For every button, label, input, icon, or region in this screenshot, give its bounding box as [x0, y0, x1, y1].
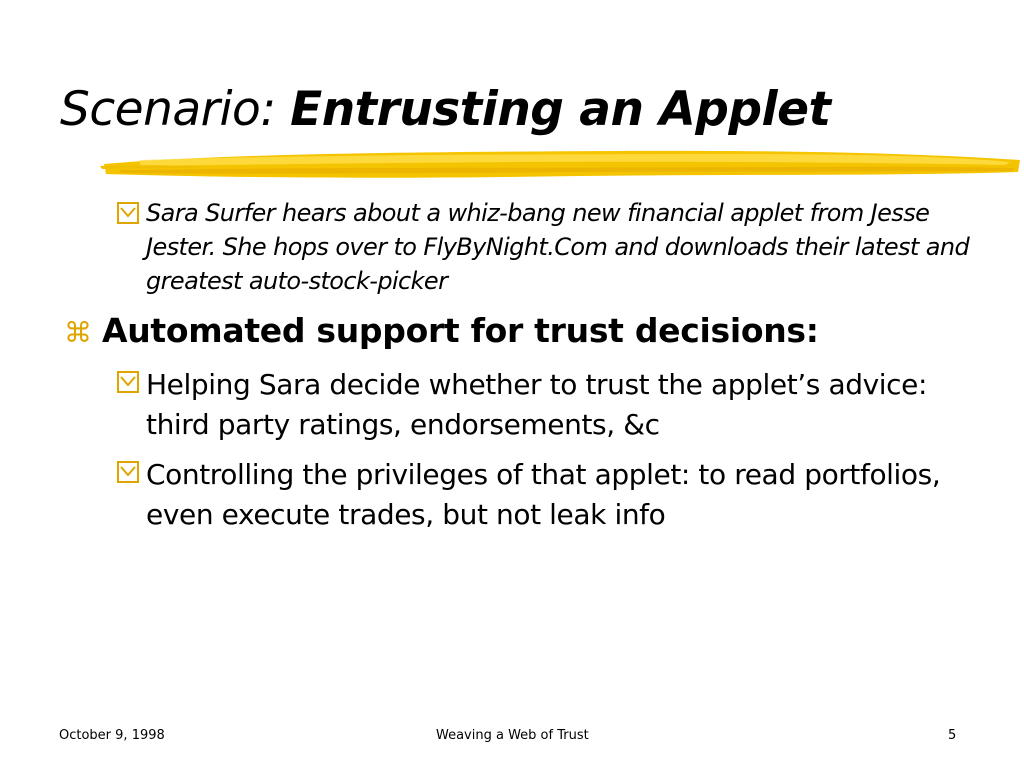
title-main: Entrusting an Applet [290, 82, 831, 137]
bullet-item-scenario [117, 196, 977, 298]
footer-date: October 9, 1998 [59, 728, 165, 743]
checkbox-icon [117, 461, 139, 487]
bullet-text: Sara Surfer hears about a whiz-bang new financial applet from Jesse Jester. She hops over to FlyByNight.Com and downloads their latest and greatest auto-stock-picker [146, 199, 970, 295]
bullet-text: Controlling the privileges of that applet: to read portfolios, even execute trades, but not leak info [146, 458, 941, 531]
bullet-item-controlling-privileges [117, 455, 977, 535]
footer-title: Weaving a Web of Trust [436, 728, 589, 743]
brush-stroke-divider [100, 146, 1024, 186]
checkbox-icon [117, 202, 139, 228]
command-icon: ⌘ [64, 316, 92, 349]
bullet-item-helping-sara [117, 365, 977, 445]
bullet-item-automated-support [64, 310, 994, 352]
title-lead: Scenario: [60, 82, 276, 137]
footer-page-number: 5 [948, 728, 957, 743]
bullet-text: Helping Sara decide whether to trust the applet’s advice: third party ratings, endorsements, &c [146, 368, 928, 441]
checkbox-icon [117, 371, 139, 397]
bullet-text: Automated support for trust decisions: [102, 311, 819, 350]
slide-title [60, 82, 830, 137]
